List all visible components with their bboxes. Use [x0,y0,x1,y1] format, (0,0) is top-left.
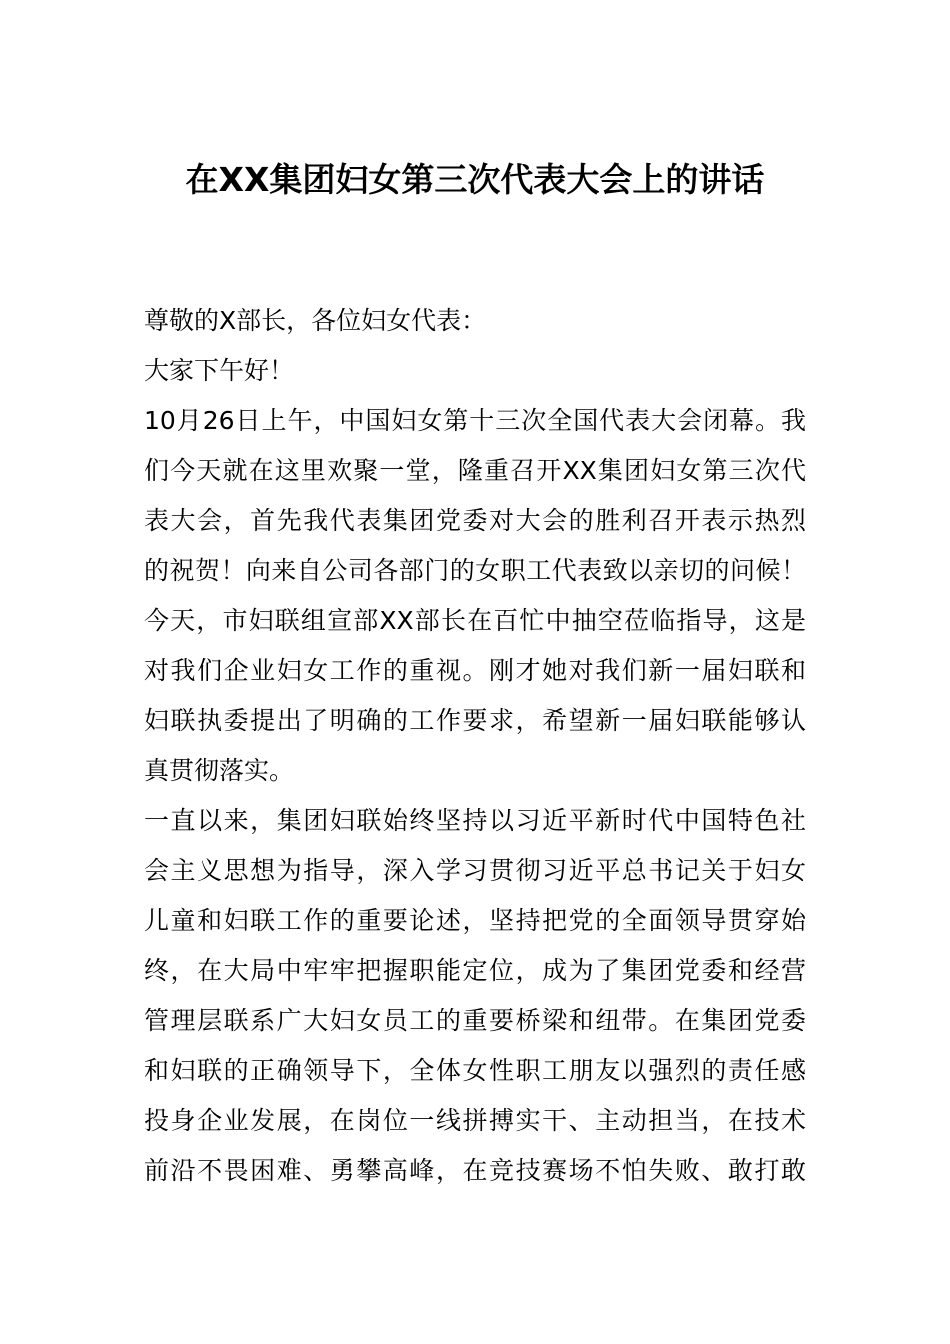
paragraph-1-line-2: 们今天就在这里欢聚一堂，隆重召开XX集团妇女第三次代 [144,456,806,485]
paragraph-2-line-4: 终，在大局中牢牢把握职能定位，成为了集团党委和经营 [144,956,806,985]
paragraph-2-line-3: 儿童和妇联工作的重要论述，坚持把党的全面领导贯穿始 [144,906,806,935]
salutation-line: 尊敬的X部长，各位妇女代表： [144,306,487,335]
paragraph-1-line-6: 对我们企业妇女工作的重视。刚才她对我们新一届妇联和 [144,656,806,685]
paragraph-1-line-8: 真贯彻落实。 [144,756,295,785]
document-body [144,296,806,1196]
greeting-line: 大家下午好！ [144,356,295,385]
paragraph-1-line-1: 10月26日上午，中国妇女第十三次全国代表大会闭幕。我 [144,406,806,435]
paragraph-2-line-5: 管理层联系广大妇女员工的重要桥梁和纽带。在集团党委 [144,1006,806,1035]
paragraph-2-line-6: 和妇联的正确领导下，全体女性职工朋友以强烈的责任感 [144,1056,806,1085]
paragraph-1-line-4: 的祝贺！向来自公司各部门的女职工代表致以亲切的问候！ [144,556,806,585]
paragraph-1-line-5: 今天，市妇联组宣部XX部长在百忙中抽空莅临指导，这是 [144,606,806,635]
paragraph-1-line-3: 表大会，首先我代表集团党委对大会的胜利召开表示热烈 [144,506,806,535]
paragraph-2-line-8: 前沿不畏困难、勇攀高峰，在竞技赛场不怕失败、敢打敢 [144,1156,806,1185]
document-title: 在XX集团妇女第三次代表大会上的讲话 [185,160,765,199]
paragraph-2-line-1: 一直以来，集团妇联始终坚持以习近平新时代中国特色社 [144,806,806,835]
paragraph-2-line-2: 会主义思想为指导，深入学习贯彻习近平总书记关于妇女 [144,856,806,885]
paragraph-1-line-7: 妇联执委提出了明确的工作要求，希望新一届妇联能够认 [144,706,806,735]
paragraph-2-line-7: 投身企业发展，在岗位一线拼搏实干、主动担当，在技术 [144,1106,806,1135]
